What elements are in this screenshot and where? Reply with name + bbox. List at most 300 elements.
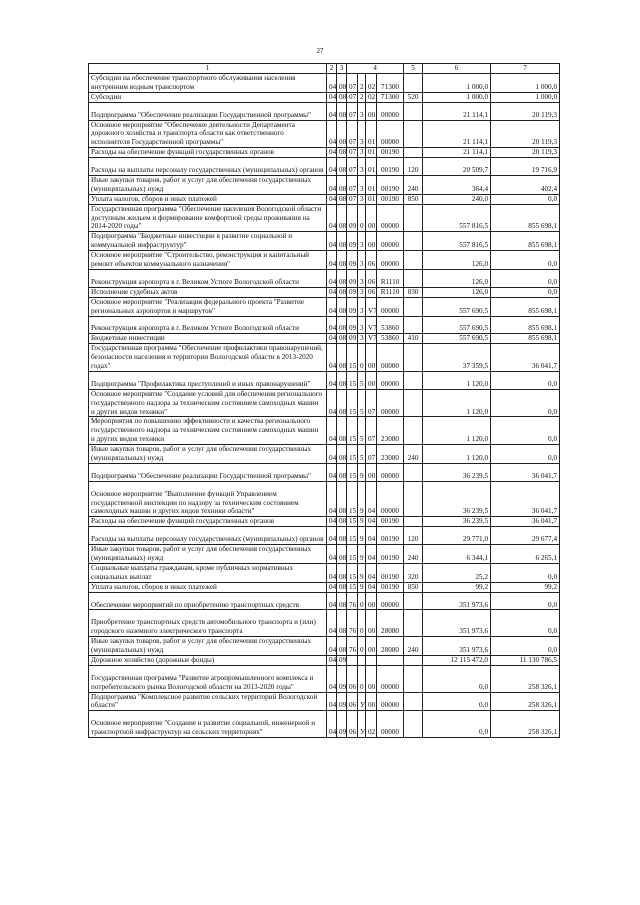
row-subsection: 08 bbox=[337, 270, 347, 288]
row-expense-type bbox=[404, 232, 423, 251]
row-name: Бюджетные инвестиции bbox=[89, 334, 327, 344]
row-code-direction: 00000 bbox=[377, 232, 404, 251]
row-code-subprogram: 3 bbox=[358, 287, 366, 297]
row-code-subprogram: 0 bbox=[358, 637, 366, 656]
table-row bbox=[89, 711, 560, 738]
row-amount-year2: 36 041,7 bbox=[491, 463, 560, 481]
row-code-program: 09 bbox=[347, 204, 358, 232]
table-row bbox=[89, 445, 560, 464]
row-code-direction: R1110 bbox=[377, 270, 404, 288]
row-amount-year1: 351 973,6 bbox=[423, 610, 491, 637]
row-section: 04 bbox=[327, 463, 337, 481]
row-name: Государственная программа "Обеспечение населения Вологодской области доступным жильем и формирование комфортной среды проживания на 2014-2020 годы" bbox=[89, 204, 327, 232]
row-code-direction: 00190 bbox=[377, 517, 404, 527]
row-section: 04 bbox=[327, 194, 337, 204]
table-header-row bbox=[89, 64, 560, 74]
row-amount-year1: 6 344,1 bbox=[423, 545, 491, 564]
row-code-program: 15 bbox=[347, 481, 358, 517]
row-code-subprogram: 9 bbox=[358, 517, 366, 527]
row-amount-year1: 126,0 bbox=[423, 270, 491, 288]
row-subsection: 08 bbox=[337, 545, 347, 564]
row-amount-year1: 364,4 bbox=[423, 175, 491, 194]
row-amount-year2: 36 041,7 bbox=[491, 344, 560, 372]
row-code-event: 04 bbox=[366, 545, 377, 564]
row-code-event: 04 bbox=[366, 481, 377, 517]
row-section: 04 bbox=[327, 417, 337, 445]
row-code-program: 76 bbox=[347, 592, 358, 610]
table-row bbox=[89, 175, 560, 194]
row-subsection: 08 bbox=[337, 194, 347, 204]
row-expense-type bbox=[404, 297, 423, 316]
row-expense-type bbox=[404, 389, 423, 417]
row-section: 04 bbox=[327, 711, 337, 738]
row-name: Подпрограмма "Обеспечение реализации Государственной программы" bbox=[89, 463, 327, 481]
table-row bbox=[89, 592, 560, 610]
row-expense-type bbox=[404, 417, 423, 445]
row-code-program: 06 bbox=[347, 711, 358, 738]
table-row bbox=[89, 102, 560, 120]
row-code-event: 00 bbox=[366, 610, 377, 637]
row-amount-year1: 351 973,6 bbox=[423, 637, 491, 656]
row-code-program: 09 bbox=[347, 232, 358, 251]
row-name: Иные закупки товаров, работ и услуг для обеспечения государственных (муниципальных) нужд bbox=[89, 545, 327, 564]
row-subsection: 08 bbox=[337, 371, 347, 389]
row-code-event: 07 bbox=[366, 389, 377, 417]
row-expense-type: 410 bbox=[404, 334, 423, 344]
row-code-event: 00 bbox=[366, 692, 377, 711]
row-name: Уплата налогов, сборов и иных платежей bbox=[89, 582, 327, 592]
row-amount-year2: 0,0 bbox=[491, 371, 560, 389]
row-code-event: 01 bbox=[366, 120, 377, 148]
row-expense-type: 830 bbox=[404, 287, 423, 297]
row-subsection: 09 bbox=[337, 655, 347, 665]
row-code-subprogram: 5 bbox=[358, 371, 366, 389]
row-name: Иные закупки товаров, работ и услуг для обеспечения государственных (муниципальных) нужд bbox=[89, 175, 327, 194]
row-expense-type: 850 bbox=[404, 194, 423, 204]
row-amount-year1: 351 973,6 bbox=[423, 592, 491, 610]
row-amount-year1: 99,2 bbox=[423, 582, 491, 592]
row-section: 04 bbox=[327, 270, 337, 288]
row-code-subprogram: 0 bbox=[358, 610, 366, 637]
row-expense-type bbox=[404, 204, 423, 232]
row-code-event: 06 bbox=[366, 251, 377, 270]
row-code-program: 09 bbox=[347, 316, 358, 334]
row-name: Социальные выплаты гражданам, кроме публичных нормативных социальных выплат bbox=[89, 563, 327, 582]
row-code-event: 01 bbox=[366, 194, 377, 204]
row-code-direction: 00000 bbox=[377, 692, 404, 711]
row-name: Расходы на обеспечение функций государственных органов bbox=[89, 517, 327, 527]
row-amount-year2: 0,0 bbox=[491, 389, 560, 417]
table-row bbox=[89, 74, 560, 93]
row-amount-year2: 0,0 bbox=[491, 270, 560, 288]
row-code-direction: 00000 bbox=[377, 371, 404, 389]
row-code-direction: 00000 bbox=[377, 120, 404, 148]
row-subsection: 09 bbox=[337, 692, 347, 711]
row-subsection: 08 bbox=[337, 334, 347, 344]
row-amount-year2: 20 119,3 bbox=[491, 148, 560, 158]
row-code-subprogram: У bbox=[358, 711, 366, 738]
row-code-subprogram: 3 bbox=[358, 270, 366, 288]
row-code-program: 15 bbox=[347, 563, 358, 582]
row-code-program: 06 bbox=[347, 692, 358, 711]
row-code-subprogram: 3 bbox=[358, 148, 366, 158]
row-subsection: 08 bbox=[337, 517, 347, 527]
row-code-event: 01 bbox=[366, 175, 377, 194]
row-code-event bbox=[366, 655, 377, 665]
row-code-program: 09 bbox=[347, 287, 358, 297]
row-code-subprogram: 3 bbox=[358, 251, 366, 270]
row-code-event: 02 bbox=[366, 92, 377, 102]
row-code-subprogram: У bbox=[358, 692, 366, 711]
row-amount-year2: 855 698,1 bbox=[491, 334, 560, 344]
row-expense-type: 120 bbox=[404, 527, 423, 545]
row-code-subprogram: 3 bbox=[358, 297, 366, 316]
row-code-direction: 00190 bbox=[377, 148, 404, 158]
header-col-7: 7 bbox=[491, 64, 560, 74]
row-code-event: V7 bbox=[366, 297, 377, 316]
table-row bbox=[89, 148, 560, 158]
row-amount-year1: 37 359,5 bbox=[423, 344, 491, 372]
table-row bbox=[89, 120, 560, 148]
row-code-direction: 71300 bbox=[377, 92, 404, 102]
row-subsection: 08 bbox=[337, 251, 347, 270]
table-row bbox=[89, 344, 560, 372]
row-subsection: 09 bbox=[337, 711, 347, 738]
row-section: 04 bbox=[327, 517, 337, 527]
row-section: 04 bbox=[327, 582, 337, 592]
row-expense-type bbox=[404, 665, 423, 692]
row-amount-year2: 0,0 bbox=[491, 592, 560, 610]
row-amount-year1: 36 239,5 bbox=[423, 517, 491, 527]
header-col-6: 6 bbox=[423, 64, 491, 74]
row-amount-year1: 557 690,5 bbox=[423, 334, 491, 344]
row-code-event: 00 bbox=[366, 463, 377, 481]
row-expense-type bbox=[404, 74, 423, 93]
row-amount-year1: 1 120,0 bbox=[423, 389, 491, 417]
row-name: Субсидии на обеспечение транспортного обслуживания населения внутренним водным транспортом bbox=[89, 74, 327, 93]
row-section: 04 bbox=[327, 665, 337, 692]
row-amount-year1: 1 120,0 bbox=[423, 417, 491, 445]
table-row bbox=[89, 517, 560, 527]
row-expense-type bbox=[404, 120, 423, 148]
row-amount-year1: 0,0 bbox=[423, 711, 491, 738]
row-subsection: 08 bbox=[337, 610, 347, 637]
row-amount-year1: 1 120,0 bbox=[423, 371, 491, 389]
row-code-event: 00 bbox=[366, 592, 377, 610]
row-subsection: 08 bbox=[337, 120, 347, 148]
row-subsection: 08 bbox=[337, 637, 347, 656]
row-expense-type bbox=[404, 481, 423, 517]
row-code-subprogram: 9 bbox=[358, 463, 366, 481]
table-row bbox=[89, 665, 560, 692]
row-code-subprogram: 2 bbox=[358, 74, 366, 93]
page-number: 27 bbox=[316, 47, 324, 55]
row-code-subprogram: 9 bbox=[358, 582, 366, 592]
table-row bbox=[89, 417, 560, 445]
row-code-direction: 00000 bbox=[377, 481, 404, 517]
row-code-program: 15 bbox=[347, 371, 358, 389]
row-amount-year2: 258 326,1 bbox=[491, 711, 560, 738]
row-amount-year1: 126,0 bbox=[423, 287, 491, 297]
row-code-program: 07 bbox=[347, 175, 358, 194]
row-code-subprogram: 9 bbox=[358, 481, 366, 517]
row-code-event: 00 bbox=[366, 102, 377, 120]
row-code-direction: 00000 bbox=[377, 251, 404, 270]
row-subsection: 08 bbox=[337, 563, 347, 582]
row-subsection: 08 bbox=[337, 417, 347, 445]
table-row bbox=[89, 158, 560, 176]
row-subsection: 08 bbox=[337, 175, 347, 194]
row-amount-year2: 0,0 bbox=[491, 251, 560, 270]
row-code-event: 07 bbox=[366, 445, 377, 464]
row-subsection: 08 bbox=[337, 232, 347, 251]
row-amount-year1: 21 114,1 bbox=[423, 120, 491, 148]
row-amount-year1: 1 000,0 bbox=[423, 74, 491, 93]
row-code-direction: 28080 bbox=[377, 637, 404, 656]
row-section: 04 bbox=[327, 316, 337, 334]
row-name: Иные закупки товаров, работ и услуг для обеспечения государственных (муниципальных) нужд bbox=[89, 445, 327, 464]
row-code-event: V7 bbox=[366, 334, 377, 344]
row-section: 04 bbox=[327, 592, 337, 610]
table-row bbox=[89, 251, 560, 270]
row-code-direction: 23080 bbox=[377, 417, 404, 445]
row-amount-year1: 557 816,5 bbox=[423, 232, 491, 251]
row-code-direction bbox=[377, 655, 404, 665]
row-code-subprogram: 3 bbox=[358, 102, 366, 120]
row-subsection: 08 bbox=[337, 592, 347, 610]
row-amount-year2: 0,0 bbox=[491, 287, 560, 297]
row-code-program: 09 bbox=[347, 251, 358, 270]
row-section: 04 bbox=[327, 545, 337, 564]
row-code-event: 04 bbox=[366, 527, 377, 545]
row-amount-year2: 36 041,7 bbox=[491, 481, 560, 517]
row-amount-year2: 20 119,3 bbox=[491, 120, 560, 148]
row-section: 04 bbox=[327, 610, 337, 637]
row-section: 04 bbox=[327, 287, 337, 297]
row-code-subprogram: 5 bbox=[358, 445, 366, 464]
row-expense-type: 520 bbox=[404, 92, 423, 102]
table-body bbox=[89, 74, 560, 738]
row-amount-year2: 11 130 786,5 bbox=[491, 655, 560, 665]
row-amount-year1: 36 239,5 bbox=[423, 463, 491, 481]
row-amount-year2: 855 698,1 bbox=[491, 232, 560, 251]
row-amount-year1: 557 816,5 bbox=[423, 204, 491, 232]
row-code-direction: 00190 bbox=[377, 194, 404, 204]
row-code-program: 15 bbox=[347, 582, 358, 592]
row-name: Основное мероприятие "Выполнение функций Управлением государственной инспекции по надзору за техническим состоянием самоходных машин и других видов техники области" bbox=[89, 481, 327, 517]
row-code-event: 07 bbox=[366, 417, 377, 445]
row-code-program: 09 bbox=[347, 334, 358, 344]
row-section: 04 bbox=[327, 102, 337, 120]
row-code-subprogram: 3 bbox=[358, 120, 366, 148]
header-col-3: 3 bbox=[337, 64, 347, 74]
row-amount-year2: 855 698,1 bbox=[491, 204, 560, 232]
row-code-subprogram: 9 bbox=[358, 545, 366, 564]
row-subsection: 08 bbox=[337, 527, 347, 545]
row-expense-type bbox=[404, 692, 423, 711]
row-code-program: 07 bbox=[347, 158, 358, 176]
row-subsection: 08 bbox=[337, 582, 347, 592]
row-section: 04 bbox=[327, 334, 337, 344]
row-name: Подпрограмма "Профилактика преступлений и иных правонарушений" bbox=[89, 371, 327, 389]
row-section: 04 bbox=[327, 175, 337, 194]
row-code-event: 06 bbox=[366, 287, 377, 297]
row-code-event: 00 bbox=[366, 665, 377, 692]
row-expense-type bbox=[404, 711, 423, 738]
row-amount-year1: 20 509,7 bbox=[423, 158, 491, 176]
row-subsection: 08 bbox=[337, 344, 347, 372]
row-code-subprogram: 0 bbox=[358, 665, 366, 692]
row-amount-year2: 855 698,1 bbox=[491, 316, 560, 334]
row-amount-year1: 0,0 bbox=[423, 665, 491, 692]
row-amount-year2: 36 041,7 bbox=[491, 517, 560, 527]
row-section: 04 bbox=[327, 527, 337, 545]
row-code-program: 06 bbox=[347, 665, 358, 692]
row-code-program: 76 bbox=[347, 637, 358, 656]
row-name: Расходы на выплаты персоналу государственных (муниципальных) органов bbox=[89, 158, 327, 176]
row-name: Основное мероприятие "Обеспечение деятельности Департамента дорожного хозяйства и транспорта области как ответственного исполнителя Государственной программы" bbox=[89, 120, 327, 148]
row-code-direction: 00000 bbox=[377, 711, 404, 738]
row-amount-year2: 1 000,0 bbox=[491, 92, 560, 102]
row-section: 04 bbox=[327, 158, 337, 176]
row-code-program: 07 bbox=[347, 74, 358, 93]
row-expense-type bbox=[404, 270, 423, 288]
row-name: Основное мероприятие "Реализация федерального проекта "Развитие региональных аэропортов и маршрутов" bbox=[89, 297, 327, 316]
header-col-2: 2 bbox=[327, 64, 337, 74]
table-row bbox=[89, 334, 560, 344]
row-subsection: 08 bbox=[337, 316, 347, 334]
row-subsection: 08 bbox=[337, 481, 347, 517]
row-name: Мероприятия по повышению эффективности и качества регионального государственного надзора за техническим состоянием самоходных машин и других видов техники bbox=[89, 417, 327, 445]
row-amount-year1: 1 120,0 bbox=[423, 445, 491, 464]
row-code-program: 07 bbox=[347, 102, 358, 120]
row-amount-year1: 21 114,1 bbox=[423, 102, 491, 120]
row-amount-year1: 126,0 bbox=[423, 251, 491, 270]
row-code-direction: R1110 bbox=[377, 287, 404, 297]
row-code-direction: 00000 bbox=[377, 665, 404, 692]
row-code-subprogram bbox=[358, 655, 366, 665]
row-code-subprogram: 3 bbox=[358, 334, 366, 344]
row-subsection: 08 bbox=[337, 389, 347, 417]
row-amount-year2: 99,2 bbox=[491, 582, 560, 592]
row-amount-year2: 19 716,9 bbox=[491, 158, 560, 176]
row-code-program: 76 bbox=[347, 610, 358, 637]
row-name: Приобретение транспортных средств автомобильного транспорта и (или) городского наземного электрического транспорта bbox=[89, 610, 327, 637]
row-section: 04 bbox=[327, 637, 337, 656]
table-row bbox=[89, 270, 560, 288]
row-section: 04 bbox=[327, 92, 337, 102]
row-name: Обеспечение мероприятий по приобретению транспортных средств bbox=[89, 592, 327, 610]
row-code-direction: 71300 bbox=[377, 74, 404, 93]
header-col-1: 1 bbox=[89, 64, 327, 74]
row-code-event: 04 bbox=[366, 582, 377, 592]
row-code-subprogram: 0 bbox=[358, 344, 366, 372]
row-code-direction: 23080 bbox=[377, 445, 404, 464]
row-amount-year1: 557 690,5 bbox=[423, 297, 491, 316]
row-expense-type: 240 bbox=[404, 637, 423, 656]
row-amount-year2: 1 000,0 bbox=[491, 74, 560, 93]
row-subsection: 08 bbox=[337, 463, 347, 481]
row-amount-year2: 0,0 bbox=[491, 563, 560, 582]
row-code-subprogram: 5 bbox=[358, 389, 366, 417]
row-code-subprogram: 9 bbox=[358, 563, 366, 582]
row-code-direction: 53860 bbox=[377, 316, 404, 334]
row-code-direction: 00190 bbox=[377, 582, 404, 592]
row-code-program bbox=[347, 655, 358, 665]
row-amount-year2: 0,0 bbox=[491, 417, 560, 445]
row-name: Подпрограмма "Комплексное развитие сельских территорий Вологодской области" bbox=[89, 692, 327, 711]
row-code-direction: 00000 bbox=[377, 204, 404, 232]
row-code-program: 09 bbox=[347, 270, 358, 288]
row-amount-year2: 855 698,1 bbox=[491, 297, 560, 316]
row-name: Основное мероприятие "Создание условий для обеспечения регионального государственного надзора за техническим состоянием самоходных машин и других видов техники" bbox=[89, 389, 327, 417]
row-expense-type bbox=[404, 655, 423, 665]
row-code-direction: 00190 bbox=[377, 158, 404, 176]
row-expense-type: 320 bbox=[404, 563, 423, 582]
row-code-direction: 53860 bbox=[377, 334, 404, 344]
row-name: Уплата налогов, сборов и иных платежей bbox=[89, 194, 327, 204]
row-section: 04 bbox=[327, 389, 337, 417]
table-row bbox=[89, 389, 560, 417]
row-code-direction: 00000 bbox=[377, 463, 404, 481]
row-name: Основное мероприятие "Строительство, реконструкция и капитальный ремонт объектов коммунального назначения" bbox=[89, 251, 327, 270]
row-code-program: 15 bbox=[347, 445, 358, 464]
table-row bbox=[89, 637, 560, 656]
row-code-direction: 00190 bbox=[377, 527, 404, 545]
row-code-subprogram: 0 bbox=[358, 204, 366, 232]
row-code-event: 01 bbox=[366, 158, 377, 176]
row-name: Расходы на обеспечение функций государственных органов bbox=[89, 148, 327, 158]
row-name: Расходы на выплаты персоналу государственных (муниципальных) органов bbox=[89, 527, 327, 545]
row-code-event: 02 bbox=[366, 711, 377, 738]
row-expense-type bbox=[404, 610, 423, 637]
row-code-subprogram: 2 bbox=[358, 92, 366, 102]
row-code-direction: 00000 bbox=[377, 102, 404, 120]
row-name: Основное мероприятие "Создание и развитие социальной, инженерной и транспортной инфраструктур на сельских территориях" bbox=[89, 711, 327, 738]
row-code-program: 07 bbox=[347, 92, 358, 102]
row-section: 04 bbox=[327, 344, 337, 372]
row-expense-type bbox=[404, 592, 423, 610]
row-name: Иные закупки товаров, работ и услуг для обеспечения государственных (муниципальных) нужд bbox=[89, 637, 327, 656]
row-name: Подпрограмма "Бюджетные инвестиции в развитие социальной и коммунальной инфраструктур" bbox=[89, 232, 327, 251]
row-code-program: 15 bbox=[347, 389, 358, 417]
row-subsection: 08 bbox=[337, 297, 347, 316]
row-code-program: 07 bbox=[347, 120, 358, 148]
row-code-program: 15 bbox=[347, 417, 358, 445]
row-code-direction: 00000 bbox=[377, 344, 404, 372]
row-code-program: 15 bbox=[347, 517, 358, 527]
row-amount-year2: 29 677,4 bbox=[491, 527, 560, 545]
row-amount-year2: 0,0 bbox=[491, 610, 560, 637]
row-amount-year2: 0,0 bbox=[491, 194, 560, 204]
row-amount-year1: 36 239,5 bbox=[423, 481, 491, 517]
row-subsection: 08 bbox=[337, 102, 347, 120]
row-section: 04 bbox=[327, 445, 337, 464]
table-row bbox=[89, 610, 560, 637]
table-row bbox=[89, 92, 560, 102]
row-amount-year2: 0,0 bbox=[491, 637, 560, 656]
table-row bbox=[89, 582, 560, 592]
row-code-event: 01 bbox=[366, 148, 377, 158]
row-subsection: 08 bbox=[337, 74, 347, 93]
row-expense-type bbox=[404, 148, 423, 158]
row-code-event: 04 bbox=[366, 563, 377, 582]
row-amount-year2: 20 119,3 bbox=[491, 102, 560, 120]
table-row bbox=[89, 545, 560, 564]
row-code-event: 06 bbox=[366, 270, 377, 288]
row-subsection: 08 bbox=[337, 287, 347, 297]
row-expense-type bbox=[404, 517, 423, 527]
